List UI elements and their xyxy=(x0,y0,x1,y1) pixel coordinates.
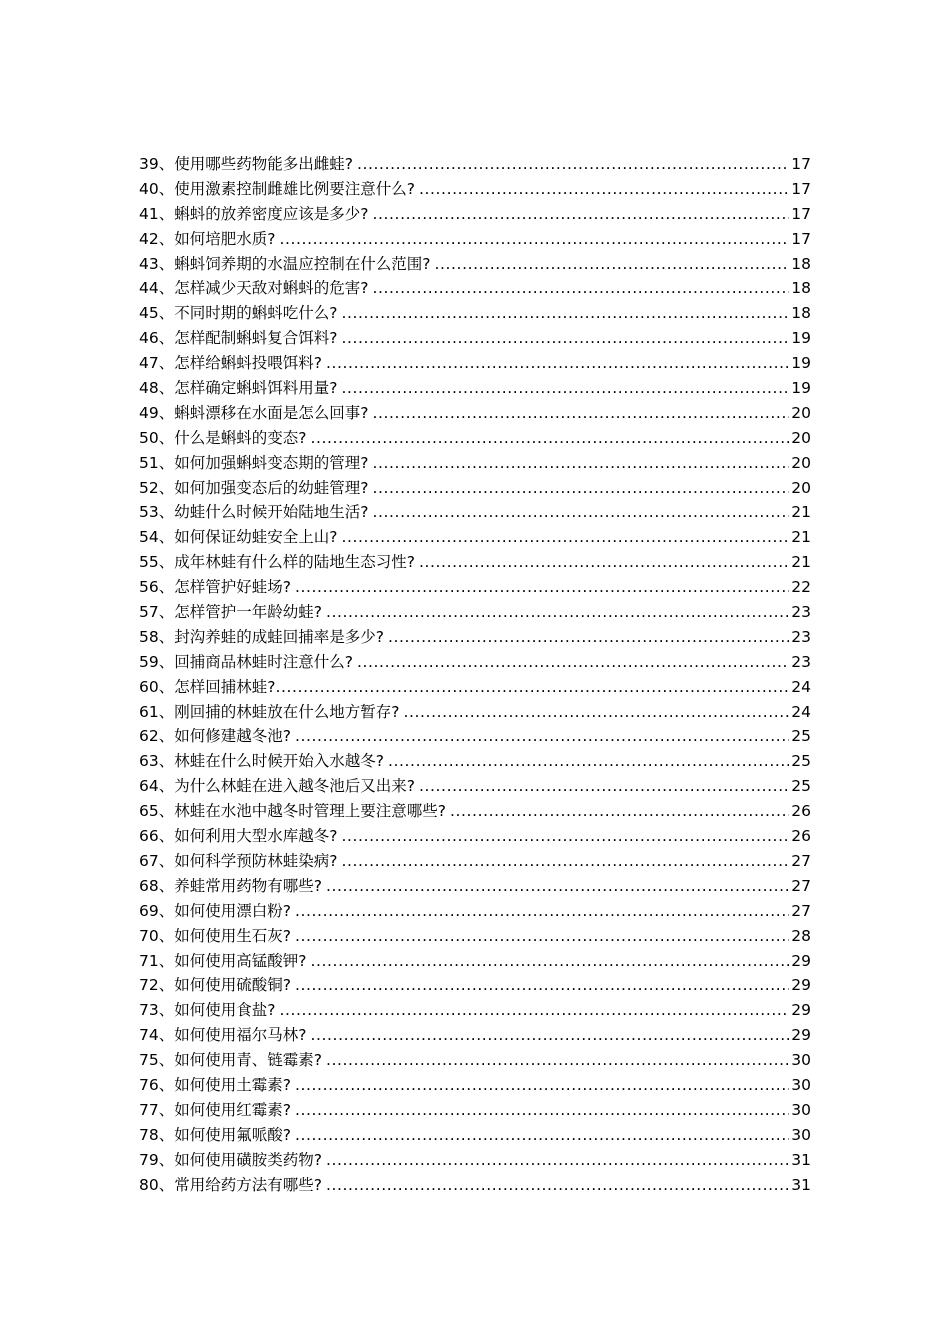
toc-entry-page-number: 21 xyxy=(791,503,811,522)
toc-entry[interactable] xyxy=(139,525,811,550)
toc-entry[interactable] xyxy=(139,326,811,351)
dot-leader xyxy=(372,500,789,525)
toc-entry-page-number: 31 xyxy=(791,1175,811,1194)
toc-entry[interactable] xyxy=(139,177,811,202)
toc-entry-title: 39、使用哪些药物能多出雌蛙? xyxy=(139,155,353,173)
toc-entry-page-number: 27 xyxy=(791,876,811,895)
toc-entry[interactable] xyxy=(139,874,811,899)
dot-leader xyxy=(279,998,789,1023)
toc-entry[interactable] xyxy=(139,301,811,326)
toc-entry-title: 70、如何使用生石灰? xyxy=(139,926,291,945)
toc-entry-title: 42、如何培肥水质? xyxy=(139,229,276,248)
dot-leader xyxy=(372,401,789,426)
toc-entry-title: 45、不同时期的蝌蚪吃什么? xyxy=(139,304,338,323)
toc-entry-title: 79、如何使用磺胺类药物? xyxy=(139,1150,322,1169)
toc-entry[interactable] xyxy=(139,152,811,177)
dot-leader xyxy=(326,1173,789,1198)
dot-leader xyxy=(419,177,789,202)
toc-entry[interactable] xyxy=(139,575,811,600)
toc-entry[interactable] xyxy=(139,1173,811,1198)
dot-leader xyxy=(310,949,789,974)
toc-entry-page-number: 29 xyxy=(791,1026,811,1045)
dot-leader xyxy=(388,625,789,650)
toc-entry-title: 50、什么是蝌蚪的变态? xyxy=(139,428,307,447)
toc-entry[interactable] xyxy=(139,849,811,874)
dot-leader xyxy=(295,575,789,600)
toc-entry-page-number: 29 xyxy=(791,1001,811,1020)
toc-entry-page-number: 29 xyxy=(791,951,811,970)
dot-leader xyxy=(326,600,789,625)
toc-entry[interactable] xyxy=(139,500,811,525)
toc-entry-title: 73、如何使用食盐? xyxy=(139,1001,276,1020)
toc-entry[interactable] xyxy=(139,949,811,974)
toc-entry-page-number: 25 xyxy=(791,727,811,746)
toc-entry-title: 58、封沟养蛙的成蛙回捕率是多少? xyxy=(139,627,384,646)
toc-entry-page-number: 28 xyxy=(791,926,811,945)
dot-leader xyxy=(341,849,789,874)
toc-entry-page-number: 31 xyxy=(791,1150,811,1169)
toc-entry-title: 75、如何使用青、链霉素? xyxy=(139,1051,322,1070)
toc-entry-page-number: 29 xyxy=(791,976,811,995)
dot-leader xyxy=(450,799,789,824)
toc-entry-page-number: 20 xyxy=(791,478,811,497)
dot-leader xyxy=(341,824,789,849)
dot-leader xyxy=(419,550,789,575)
toc-entry-page-number: 25 xyxy=(791,777,811,796)
toc-entry-title: 66、如何利用大型水库越冬? xyxy=(139,827,338,846)
toc-entry[interactable] xyxy=(139,650,811,675)
toc-entry[interactable] xyxy=(139,376,811,401)
toc-entry-title: 80、常用给药方法有哪些? xyxy=(139,1175,322,1194)
toc-entry-page-number: 17 xyxy=(791,179,811,198)
dot-leader xyxy=(372,276,789,301)
toc-entry-title: 74、如何使用福尔马林? xyxy=(139,1026,307,1045)
toc-entry-title: 71、如何使用高锰酸钾? xyxy=(139,951,307,970)
toc-entry[interactable] xyxy=(139,998,811,1023)
toc-entry[interactable] xyxy=(139,1073,811,1098)
dot-leader xyxy=(326,1148,789,1173)
toc-entry-page-number: 20 xyxy=(791,428,811,447)
dot-leader xyxy=(295,1073,789,1098)
toc-entry-page-number: 18 xyxy=(791,304,811,323)
toc-entry[interactable] xyxy=(139,1048,811,1073)
toc-entry[interactable] xyxy=(139,476,811,501)
toc-entry-page-number: 23 xyxy=(791,627,811,646)
toc-entry[interactable] xyxy=(139,799,811,824)
toc-entry-page-number: 27 xyxy=(791,851,811,870)
toc-entry-title: 61、刚回捕的林蛙放在什么地方暂存? xyxy=(139,702,400,721)
toc-entry[interactable] xyxy=(139,924,811,949)
toc-entry[interactable] xyxy=(139,1148,811,1173)
toc-entry[interactable] xyxy=(139,899,811,924)
toc-entry[interactable] xyxy=(139,252,811,277)
toc-entry-title: 68、养蛙常用药物有哪些? xyxy=(139,876,322,895)
toc-entry[interactable] xyxy=(139,625,811,650)
dot-leader xyxy=(357,650,789,675)
toc-entry-title: 46、怎样配制蝌蚪复合饵料? xyxy=(139,329,338,348)
toc-entry-page-number: 19 xyxy=(791,329,811,348)
toc-entry-title: 77、如何使用红霉素? xyxy=(139,1100,291,1119)
toc-entry-title: 56、怎样管护好蛙场? xyxy=(139,578,291,597)
dot-leader xyxy=(372,202,789,227)
toc-entry-title: 48、怎样确定蝌蚪饵料用量? xyxy=(139,379,338,398)
toc-entry[interactable] xyxy=(139,973,811,998)
toc-entry[interactable] xyxy=(139,700,811,725)
toc-entry-page-number: 30 xyxy=(791,1100,811,1119)
toc-entry-title: 67、如何科学预防林蛙染病? xyxy=(139,851,338,870)
dot-leader xyxy=(295,1123,789,1148)
toc-entry-page-number: 20 xyxy=(791,403,811,422)
toc-entry-page-number: 21 xyxy=(791,553,811,572)
toc-entry[interactable] xyxy=(139,351,811,376)
toc-entry-title: 43、蝌蚪饲养期的水温应控制在什么范围? xyxy=(139,254,431,273)
toc-entry[interactable] xyxy=(139,202,811,227)
toc-entry-title: 40、使用激素控制雌雄比例要注意什么? xyxy=(139,179,415,198)
dot-leader xyxy=(372,451,789,476)
toc-entry-title: 49、蝌蚪漂移在水面是怎么回事? xyxy=(139,403,369,422)
toc-entry-title: 65、林蛙在水池中越冬时管理上要注意哪些? xyxy=(139,802,446,821)
dot-leader xyxy=(341,376,789,401)
dot-leader xyxy=(295,899,789,924)
toc-entry-title: 69、如何使用漂白粉? xyxy=(139,901,291,920)
toc-entry-title: 52、如何加强变态后的幼蛙管理? xyxy=(139,478,369,497)
table-of-contents xyxy=(139,152,811,1197)
dot-leader xyxy=(341,326,789,351)
dot-leader xyxy=(357,152,789,177)
dot-leader xyxy=(434,252,789,277)
toc-entry-page-number: 22 xyxy=(791,578,811,597)
dot-leader xyxy=(279,227,789,252)
toc-entry[interactable] xyxy=(139,749,811,774)
toc-entry-page-number: 23 xyxy=(791,603,811,622)
toc-entry-page-number: 30 xyxy=(791,1051,811,1070)
dot-leader xyxy=(326,874,789,899)
toc-entry-page-number: 30 xyxy=(791,1125,811,1144)
toc-entry-page-number: 18 xyxy=(791,279,811,298)
toc-entry[interactable] xyxy=(139,1023,811,1048)
toc-entry-page-number: 24 xyxy=(791,677,811,696)
dot-leader xyxy=(275,675,789,700)
toc-entry[interactable] xyxy=(139,600,811,625)
toc-entry[interactable] xyxy=(139,1098,811,1123)
toc-entry[interactable] xyxy=(139,227,811,252)
toc-entry[interactable] xyxy=(139,276,811,301)
toc-entry[interactable] xyxy=(139,724,811,749)
toc-entry-title: 72、如何使用硫酸铜? xyxy=(139,976,291,995)
toc-entry-title: 57、怎样管护一年龄幼蛙? xyxy=(139,603,322,622)
dot-leader xyxy=(419,774,789,799)
toc-entry[interactable] xyxy=(139,774,811,799)
toc-entry-title: 64、为什么林蛙在进入越冬池后又出来? xyxy=(139,777,415,796)
dot-leader xyxy=(295,924,789,949)
toc-entry-title: 76、如何使用土霉素? xyxy=(139,1075,291,1094)
toc-entry-page-number: 21 xyxy=(791,528,811,547)
toc-entry-page-number: 26 xyxy=(791,827,811,846)
toc-entry[interactable] xyxy=(139,550,811,575)
toc-entry[interactable] xyxy=(139,401,811,426)
toc-entry-page-number: 24 xyxy=(791,702,811,721)
toc-entry-title: 54、如何保证幼蛙安全上山? xyxy=(139,528,338,547)
dot-leader xyxy=(372,476,789,501)
toc-entry[interactable] xyxy=(139,426,811,451)
toc-entry-title: 41、蝌蚪的放养密度应该是多少? xyxy=(139,204,369,223)
toc-entry-page-number: 18 xyxy=(791,254,811,273)
toc-entry-page-number: 17 xyxy=(791,204,811,223)
toc-entry-page-number: 26 xyxy=(791,802,811,821)
dot-leader xyxy=(295,973,789,998)
toc-entry-page-number: 27 xyxy=(791,901,811,920)
toc-entry-title: 51、如何加强蝌蚪变态期的管理? xyxy=(139,453,369,472)
toc-entry-page-number: 17 xyxy=(791,229,811,248)
toc-entry-page-number: 20 xyxy=(791,453,811,472)
dot-leader xyxy=(341,301,789,326)
toc-entry[interactable] xyxy=(139,451,811,476)
toc-entry-title: 53、幼蛙什么时候开始陆地生活? xyxy=(139,503,369,522)
toc-entry-page-number: 19 xyxy=(791,354,811,373)
toc-entry[interactable] xyxy=(139,824,811,849)
toc-entry-title: 63、林蛙在什么时候开始入水越冬? xyxy=(139,752,384,771)
toc-entry-title: 55、成年林蛙有什么样的陆地生态习性? xyxy=(139,553,415,572)
toc-entry-page-number: 25 xyxy=(791,752,811,771)
toc-entry-page-number: 17 xyxy=(791,155,811,173)
dot-leader xyxy=(341,525,789,550)
dot-leader xyxy=(326,351,789,376)
toc-entry-title: 59、回捕商品林蛙时注意什么? xyxy=(139,652,353,671)
dot-leader xyxy=(388,749,789,774)
toc-entry-page-number: 19 xyxy=(791,379,811,398)
toc-entry-title: 62、如何修建越冬池? xyxy=(139,727,291,746)
dot-leader xyxy=(295,1098,789,1123)
toc-entry-title: 47、怎样给蝌蚪投喂饵料? xyxy=(139,354,322,373)
toc-entry-title: 44、怎样减少天敌对蝌蚪的危害? xyxy=(139,279,369,298)
toc-entry-page-number: 23 xyxy=(791,652,811,671)
dot-leader xyxy=(403,700,789,725)
toc-entry[interactable] xyxy=(139,1123,811,1148)
dot-leader xyxy=(295,724,789,749)
toc-entry[interactable] xyxy=(139,675,811,700)
toc-entry-title: 60、怎样回捕林蛙? xyxy=(139,677,276,696)
dot-leader xyxy=(326,1048,789,1073)
toc-entry-page-number: 30 xyxy=(791,1075,811,1094)
toc-entry-title: 78、如何使用氟哌酸? xyxy=(139,1125,291,1144)
dot-leader xyxy=(310,426,789,451)
dot-leader xyxy=(310,1023,789,1048)
